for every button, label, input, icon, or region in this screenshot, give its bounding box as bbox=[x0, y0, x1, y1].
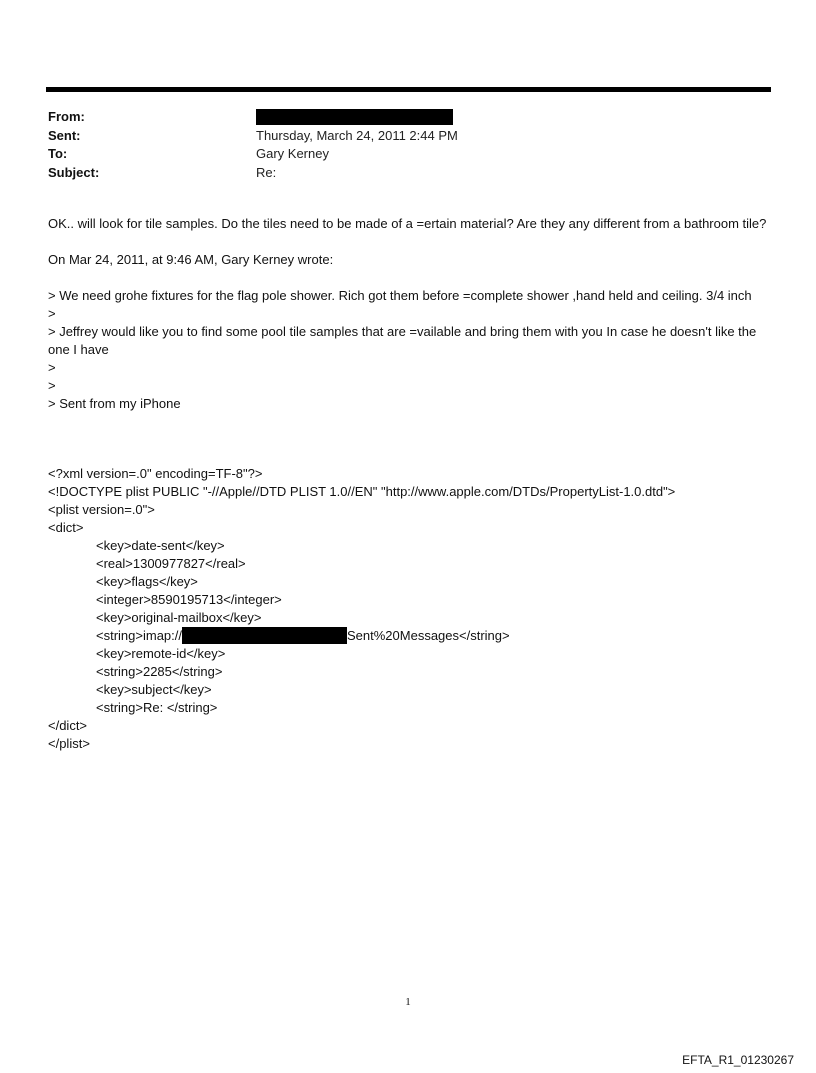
quoted-marker: > bbox=[48, 360, 56, 375]
sent-row bbox=[48, 127, 458, 146]
xml-mailbox-line bbox=[48, 627, 675, 645]
quoted-line: > We need grohe fixtures for the flag pole shower. Rich got them before =complete shower ,hand held and ceiling. 3/4 inch bbox=[48, 288, 752, 303]
mailbox-redaction bbox=[182, 627, 347, 644]
page-number: 1 bbox=[405, 996, 411, 1008]
quoted-marker: > bbox=[48, 378, 56, 393]
xml-line: <integer>8590195713</integer> bbox=[96, 592, 282, 607]
xml-line: </plist> bbox=[48, 736, 90, 751]
from-row bbox=[48, 108, 458, 127]
xml-line: <key>original-mailbox</key> bbox=[96, 610, 262, 625]
sent-value: Thursday, March 24, 2011 2:44 PM bbox=[256, 127, 458, 143]
subject-value: Re: bbox=[256, 164, 277, 180]
plist-xml bbox=[48, 465, 675, 753]
xml-line: <string>Re: </string> bbox=[96, 700, 218, 715]
sent-label: Sent: bbox=[48, 127, 81, 143]
document-id: EFTA_R1_01230267 bbox=[682, 1053, 794, 1067]
to-label: To: bbox=[48, 146, 68, 161]
from-redaction bbox=[256, 109, 453, 125]
quoted-signature: > Sent from my iPhone bbox=[48, 396, 181, 411]
attribution-line: On Mar 24, 2011, at 9:46 AM, Gary Kerney wrote: bbox=[48, 252, 334, 267]
xml-line: <key>date-sent</key> bbox=[96, 538, 225, 553]
subject-row bbox=[48, 164, 458, 183]
xml-line: <key>remote-id</key> bbox=[96, 646, 226, 661]
from-label: From: bbox=[48, 109, 85, 124]
email-header bbox=[48, 108, 458, 182]
xml-mailbox-prefix: <string>imap:// bbox=[96, 628, 182, 643]
xml-line: </dict> bbox=[48, 718, 88, 733]
email-body bbox=[48, 215, 778, 413]
xml-line: <key>subject</key> bbox=[96, 682, 212, 697]
xml-line: <string>2285</string> bbox=[96, 664, 223, 679]
subject-label: Subject: bbox=[48, 164, 100, 180]
xml-doctype: <!DOCTYPE plist PUBLIC "-//Apple//DTD PLIST 1.0//EN" "http://www.apple.com/DTDs/PropertyList-1.0.dtd"> bbox=[48, 484, 676, 499]
xml-declaration: <?xml version=.0" encoding=TF-8"?> bbox=[48, 466, 263, 481]
xml-line: <key>flags</key> bbox=[96, 574, 198, 589]
xml-mailbox-suffix: Sent%20Messages</string> bbox=[347, 628, 510, 643]
xml-line: <plist version=.0"> bbox=[48, 502, 155, 517]
xml-line: <dict> bbox=[48, 520, 84, 535]
xml-line: <real>1300977827</real> bbox=[96, 556, 246, 571]
quoted-line: > Jeffrey would like you to find some pool tile samples that are =vailable and bring them with you In case he doesn't like the one I have bbox=[48, 324, 757, 357]
header-rule bbox=[46, 87, 771, 92]
reply-text: OK.. will look for tile samples. Do the tiles need to be made of a =ertain material? Are they any different from a bathroom tile? bbox=[48, 216, 767, 231]
to-row bbox=[48, 145, 458, 164]
to-value: Gary Kerney bbox=[256, 146, 329, 161]
quoted-marker: > bbox=[48, 306, 56, 321]
